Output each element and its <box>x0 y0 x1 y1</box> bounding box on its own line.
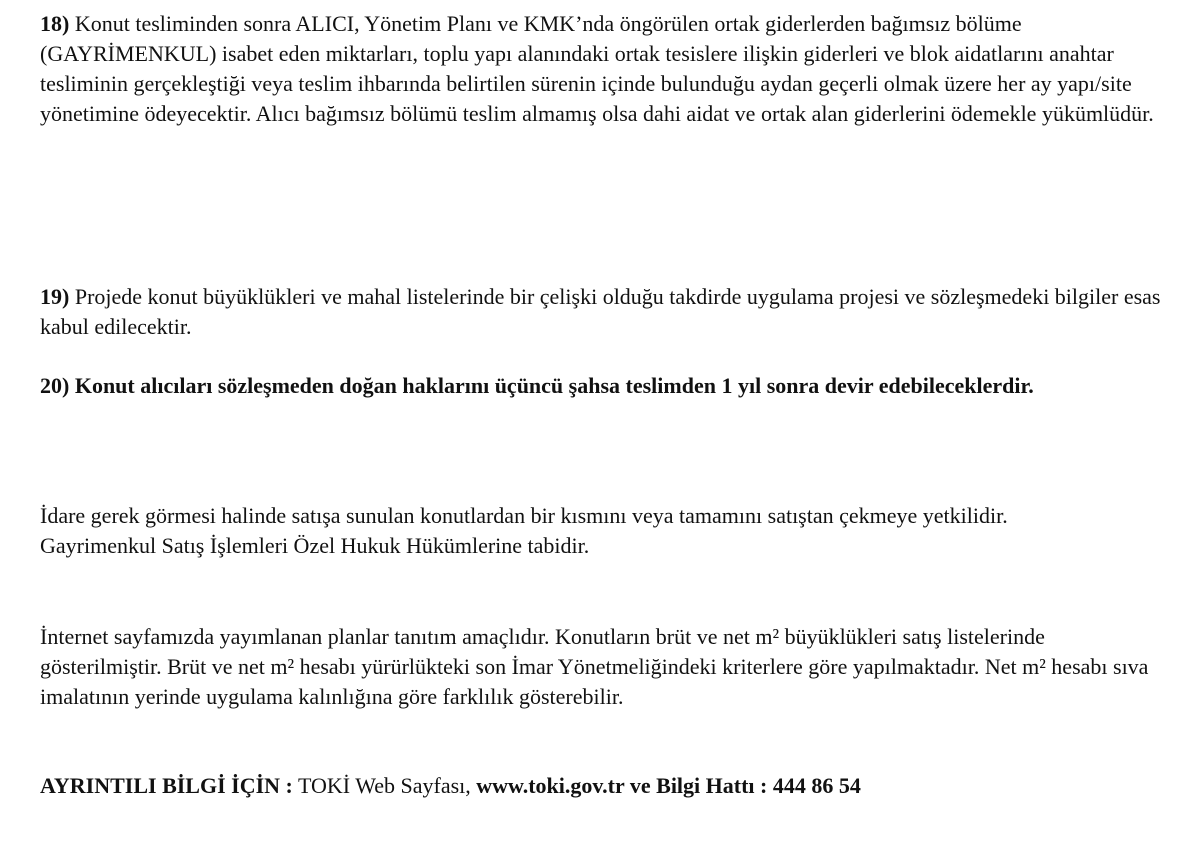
contact-site-name: TOKİ Web Sayfası, <box>292 773 477 798</box>
contact-hotline-label: ve Bilgi Hattı : <box>624 773 773 798</box>
internet-plans-note: İnternet sayfamızda yayımlanan planlar tanıtım amaçlıdır. Konutların brüt ve net m² büyüklükleri satış listelerinde gösterilmiştir. Brüt ve net m² hesabı yürürlükteki son İmar Yönetmeliğindeki kriterlere göre yapılmaktadır. Net m² hesabı sıva imalatının yerinde uygulama kalınlığına göre farklılık gösterebilir. <box>40 624 1149 709</box>
contact-phone: 444 86 54 <box>772 773 861 798</box>
contact-url[interactable]: www.toki.gov.tr <box>476 773 625 798</box>
administration-notice-line-2: Gayrimenkul Satış İşlemleri Özel Hukuk Hükümlerine tabidir. <box>40 533 590 558</box>
clause-20: 20) Konut alıcıları sözleşmeden doğan haklarını üçüncü şahsa teslimden 1 yıl sonra devir edebileceklerdir. <box>40 373 1034 398</box>
clause-19 <box>40 282 1170 342</box>
clause-18 <box>40 9 1170 129</box>
clause-19-number: 19) <box>40 284 70 309</box>
contact-label: AYRINTILI BİLGİ İÇİN : <box>40 773 293 798</box>
contact-info <box>40 771 1170 801</box>
clause-19-text: Projede konut büyüklükleri ve mahal listelerinde bir çelişki olduğu takdirde uygulama projesi ve sözleşmedeki bilgiler esas kabul edilecektir. <box>40 284 1161 339</box>
administration-notice-line-1: İdare gerek görmesi halinde satışa sunulan konutlardan bir kısmını veya tamamını satıştan çekmeye yetkilidir. <box>40 503 1008 528</box>
clause-18-text: Konut tesliminden sonra ALICI, Yönetim Planı ve KMK’nda öngörülen ortak giderlerden bağımsız bölüme (GAYRİMENKUL) isabet eden miktarları, toplu yapı alanındaki ortak tesislere ilişkin giderleri ve blok aidatlarını anahtar tesliminin gerçekleştiği veya teslim ihbarında belirtilen sürenin içinde bulunduğu aydan geçerli olmak üzere her ay yapı/site yönetimine ödeyecektir. Alıcı bağımsız bölümü teslim almamış olsa dahi aidat ve ortak alan giderlerini ödemekle yükümlüdür. <box>40 11 1154 126</box>
administration-notice <box>40 501 1170 561</box>
clause-18-number: 18) <box>40 11 70 36</box>
